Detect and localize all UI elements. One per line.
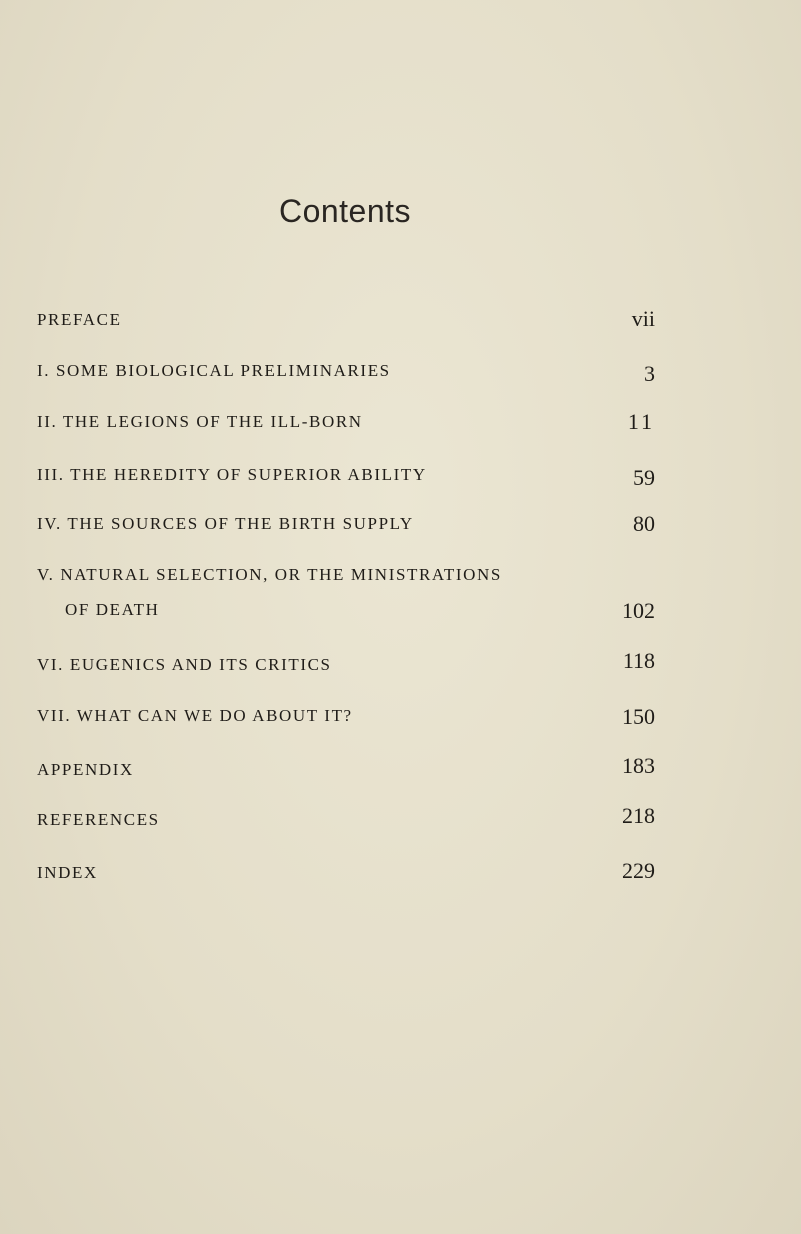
toc-entry-label: PREFACE: [37, 310, 122, 329]
toc-entry-chapter-5: [37, 563, 655, 643]
toc-entry-appendix: [37, 753, 655, 796]
toc-entry-preface: [37, 306, 655, 346]
toc-entry-page: 102: [622, 598, 655, 623]
toc-entry-page: 3: [644, 361, 655, 386]
toc-entry-label: VI. EUGENICS AND ITS CRITICS: [37, 655, 332, 674]
toc-entry-label: V. NATURAL SELECTION, OR THE MINISTRATIONS: [37, 565, 502, 584]
toc-entry-page: 80: [633, 511, 655, 536]
toc-entry-label: III. THE HEREDITY OF SUPERIOR ABILITY: [37, 465, 427, 484]
toc-entry-label-continued: OF DEATH: [65, 600, 160, 619]
toc-entry-page: 59: [633, 465, 655, 490]
toc-entry-page: 229: [622, 858, 655, 883]
toc-entry-page: 218: [622, 803, 655, 828]
toc-entry-label: VII. WHAT CAN WE DO ABOUT IT?: [37, 706, 353, 725]
toc-entry-chapter-3: [37, 461, 655, 501]
toc-entry-label: II. THE LEGIONS OF THE ILL-BORN: [37, 412, 363, 431]
toc-entry-chapter-1: [37, 357, 655, 397]
toc-entry-chapter-4: [37, 510, 655, 550]
toc-entry-references: [37, 803, 655, 846]
toc-entry-label: INDEX: [37, 863, 98, 882]
toc-entry-label: I. SOME BIOLOGICAL PRELIMINARIES: [37, 361, 391, 380]
toc-entry-page: 11: [627, 409, 655, 434]
toc-entry-label: IV. THE SOURCES OF THE BIRTH SUPPLY: [37, 514, 414, 533]
toc-entry-label: REFERENCES: [37, 810, 160, 829]
toc-entry-chapter-2: [37, 408, 655, 448]
toc-entry-index: [37, 859, 655, 899]
toc-entry-page: 183: [622, 753, 655, 778]
toc-entry-chapter-7: [37, 702, 655, 742]
toc-entry-chapter-6: [37, 648, 655, 691]
toc-entry-label: APPENDIX: [37, 760, 134, 779]
toc-entry-page: 118: [622, 648, 655, 673]
toc-entry-page: 150: [622, 704, 655, 729]
page-title: Contents: [278, 193, 412, 229]
toc-entry-page: vii: [631, 306, 655, 331]
